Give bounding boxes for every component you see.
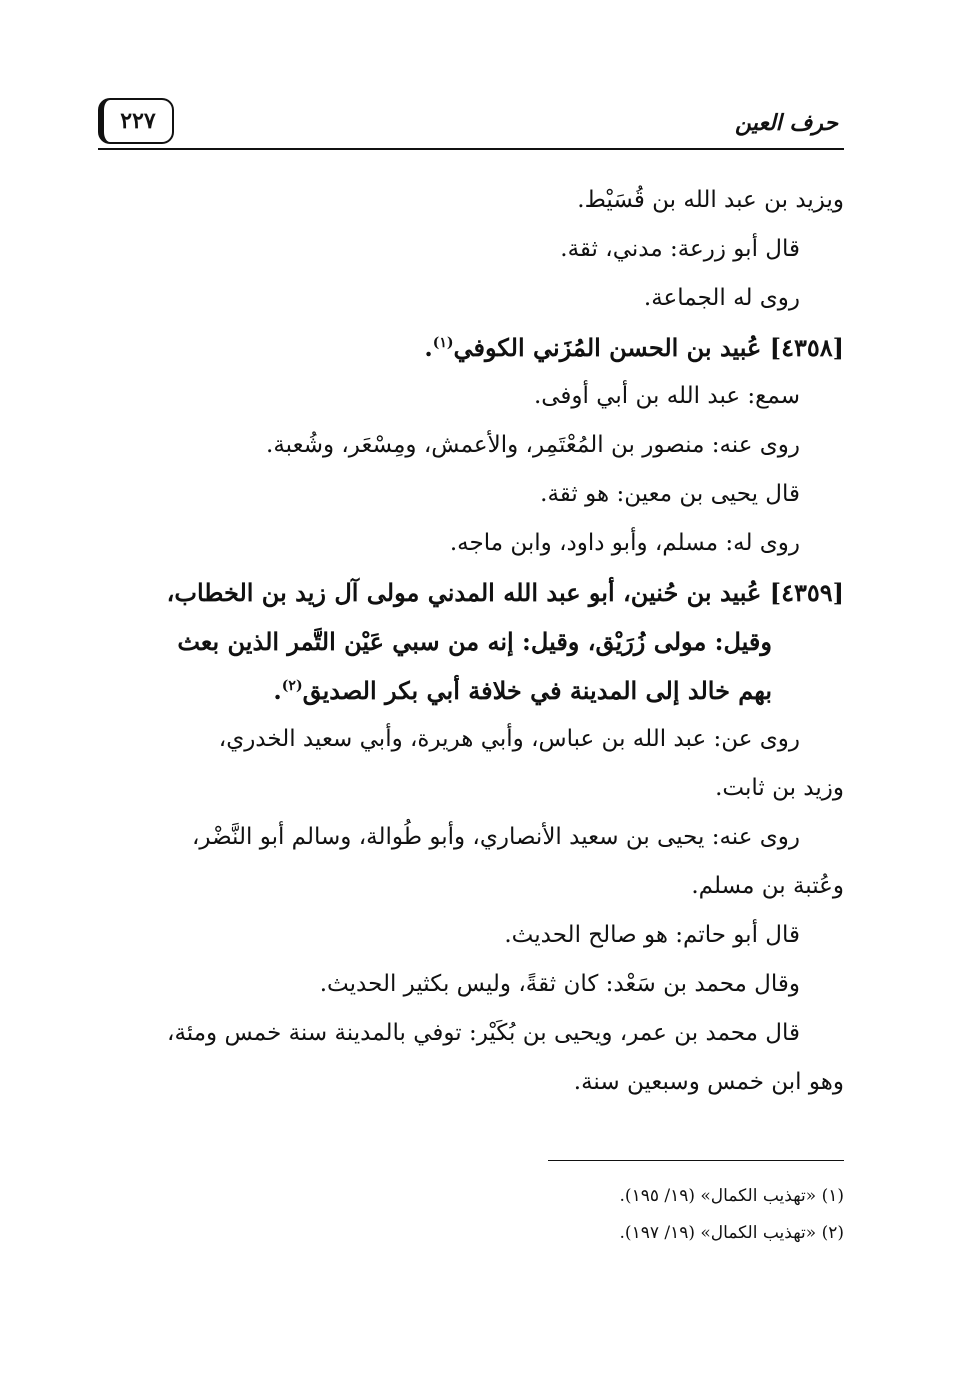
text-line: سمع: عبد الله بن أبي أوفى. bbox=[533, 383, 800, 409]
text-line: روى عنه: يحيى بن سعيد الأنصاري، وأبو طُوالة، وسالم أبو النَّضْر، bbox=[191, 824, 800, 850]
page-header bbox=[98, 96, 844, 152]
text-line: روى عنه: منصور بن المُعْتَمِر، والأعمش، ومِسْعَر، وشُعبة. bbox=[266, 432, 800, 458]
entry-heading-4358: [٤٣٥٨] عُبيد بن الحسن المُزَني الكوفي$^{(١)}$. bbox=[424, 333, 844, 362]
text-line: وزيد بن ثابت. bbox=[715, 775, 844, 801]
text-line: روى له: مسلم، وأبو داود، وابن ماجه. bbox=[449, 530, 800, 556]
header-rule bbox=[98, 148, 844, 150]
footnote-separator bbox=[548, 1160, 844, 1161]
text-line: قال يحيى بن معين: هو ثقة. bbox=[540, 481, 800, 507]
entry-heading-cont: وقيل: مولى زُرَيْق، وقيل: إنه من سبي عَيْن التَّمر الذين بعث bbox=[177, 627, 772, 656]
footnotes bbox=[400, 1178, 844, 1252]
footnote-2: (٢) «تهذيب الكمال» (١٩/ ١٩٧). bbox=[619, 1223, 844, 1243]
text-line: قال محمد بن عمر، ويحيى بن بُكَيْر: توفي بالمدينة سنة خمس ومئة، bbox=[167, 1020, 800, 1046]
entry-heading-4359: [٤٣٥٩] عُبيد بن حُنين، أبو عبد الله المدني مولى آل زيد بن الخطاب، bbox=[166, 578, 844, 607]
text-line: روى له الجماعة. bbox=[643, 285, 800, 311]
page-number: ٢٢٧ bbox=[98, 98, 174, 144]
text-line: وقال محمد بن سَعْد: كان ثقةً، وليس بكثير الحديث. bbox=[319, 971, 800, 997]
footnote-ref-2: (٢) bbox=[281, 678, 303, 694]
running-title: حرف العين bbox=[734, 110, 838, 136]
text-line: وهو ابن خمس وسبعين سنة. bbox=[573, 1069, 844, 1095]
footnote-1: (١) «تهذيب الكمال» (١٩/ ١٩٥). bbox=[619, 1186, 844, 1206]
footnote-ref-1: (١) bbox=[432, 335, 454, 351]
text-line: قال أبو زرعة: مدني، ثقة. bbox=[560, 236, 800, 262]
entry-heading-cont: بهم خالد إلى المدينة في خلافة أبي بكر الصديق$^{(٢)}$. bbox=[273, 676, 772, 705]
text-line: روى عن: عبد الله بن عباس، وأبي هريرة، وأبي سعيد الخدري، bbox=[218, 726, 800, 752]
text-line: ويزيد بن عبد الله بن قُسَيْط. bbox=[577, 187, 844, 213]
text-line: وعُتبة بن مسلم. bbox=[691, 873, 844, 899]
main-text bbox=[100, 176, 844, 1107]
text-line: قال أبو حاتم: هو صالح الحديث. bbox=[504, 922, 800, 948]
